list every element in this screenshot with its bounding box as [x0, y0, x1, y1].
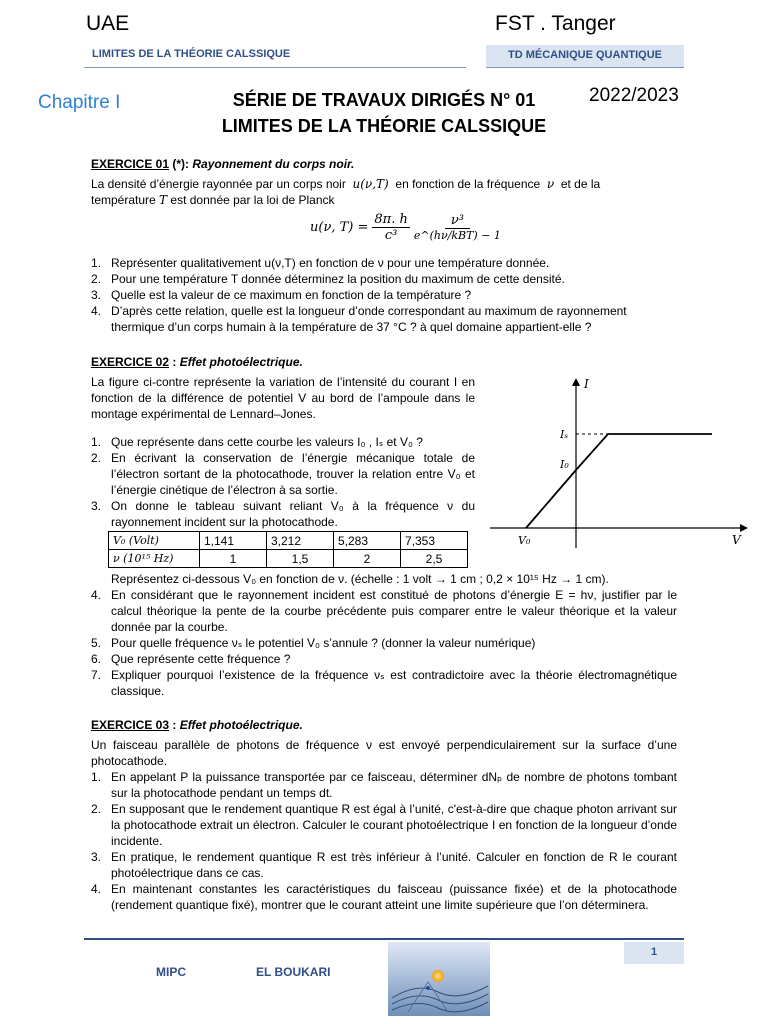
table-cell: 2 — [334, 550, 401, 568]
exercise-2-sep: : — [169, 355, 180, 369]
formula-num-1: 8π. h — [374, 212, 408, 227]
exercise-3 — [91, 717, 677, 913]
list-item: 3. On donne le tableau suivant reliant V₀ à la fréquence ν du rayonnement incident sur la photocathode. — [91, 499, 475, 529]
item-text: Quelle est la valeur de ce maximum en fonction de la température ? — [111, 288, 472, 302]
table-header-v0: V₀ (Volt) — [109, 532, 200, 550]
table-cell: 1,5 — [267, 550, 334, 568]
page-number-box — [624, 942, 684, 964]
exercise-2-continued — [91, 571, 677, 699]
table-cell: 7,353 — [401, 532, 468, 550]
page-title: SÉRIE DE TRAVAUX DIRIGÉS N° 01 — [232, 90, 536, 110]
v0-label: V₀ — [518, 534, 531, 547]
exercise-3-sep: : — [169, 718, 180, 732]
formula-fraction-1 — [372, 212, 409, 243]
list-item: 2. En supposant que le rendement quantique R est égal à l’unité, c'est-à-dire que chaque photon arrivant sur la photocathode extrait un électron. Calculer le courant photoélectrique I en fonction de la longueur d’onde incidente. — [91, 802, 677, 848]
table-cell: 1 — [200, 550, 267, 568]
formula-num-2: ν³ — [445, 213, 470, 229]
exercise-2-label: EXERCICE 02 — [91, 355, 170, 369]
exercise-3-intro: Un faisceau parallèle de photons de fréquence ν est envoyé perpendiculairement sur la surface d’une photocathode. — [91, 738, 677, 768]
item-text: En supposant que le rendement quantique R est égal à l’unité, c'est-à-dire que chaque photon arrivant sur la photocathode extrait un électron. Calculer le courant photoélectrique I en fonction de la longueur d’onde incidente. — [111, 802, 677, 848]
list-item: 2. En écrivant la conservation de l’énergie mécanique totale de l’électron sortant de la photocathode, trouver la relation entre V₀ et l’énergie cinétique de l’électron à sa sortie. — [91, 451, 475, 497]
v0-frequency-table — [108, 531, 468, 568]
footer-program: MIPC — [156, 965, 186, 979]
item-text: Représenter qualitativement u(ν,T) en fonction de ν pour une température donnée. — [111, 256, 550, 270]
header-right-band — [486, 45, 684, 68]
formula-den-2: e^(hν/kBT) − 1 — [413, 229, 501, 242]
exercise-1-label: EXERCICE 01 — [91, 157, 170, 171]
intro-text-b: en fonction de la fréquence — [395, 177, 541, 191]
intro-T: T — [159, 193, 168, 207]
item-text: En considérant que le rayonnement incident est constitué de photons d’énergie E = hν, justifier par le calcul théorique la pente de la courbe précédente puis comparer entre le valeur théorique et la valeur donnée par la courbe. — [111, 588, 677, 634]
table-cell: 5,283 — [334, 532, 401, 550]
is-label: Iₛ — [560, 428, 569, 441]
x-axis-arrow-icon — [740, 524, 748, 532]
footer-divider — [84, 938, 684, 940]
list-item: 5. Pour quelle fréquence νₛ le potentiel V₀ s’annule ? (donner la valeur numérique) — [91, 636, 536, 650]
page-number: 1 — [650, 946, 658, 958]
list-item: 1. En appelant P la puissance transportée par ce faisceau, déterminer dNₚ de nombre de photons tombant sur la photocathode pendant un temps dt. — [91, 770, 677, 800]
item-text: En pratique, le rendement quantique R est très inférieur à l’unité. Calculer en fonction de R le courant photoélectrique dans ce cas. — [111, 850, 677, 880]
intro-text-d: température — [91, 193, 156, 207]
item-text: En écrivant la conservation de l’énergie mécanique totale de l’électron sortant de la photocathode, trouver la relation entre V₀ et l’énergie cinétique de l’électron à sa sortie. — [111, 451, 475, 497]
exercise-1-heading — [91, 156, 677, 172]
header-left-text: LIMITES DE LA THÉORIE CALSSIQUE — [92, 48, 291, 60]
exercise-3-list — [91, 769, 677, 913]
table-row — [109, 550, 468, 568]
list-item: 4. En maintenant constantes les caractéristiques du faisceau (puissance fixée) et de la photocathode (rendement quantique fixé), montrer que le courant atteint une limite supérieure que l’on déterminera. — [91, 882, 677, 912]
table-row — [109, 532, 468, 550]
exercise-2-list-2 — [91, 587, 677, 699]
item-text: Pour quelle fréquence νₛ le potentiel V₀ s’annule ? (donner la valeur numérique) — [111, 636, 536, 650]
faculty-name: FST . Tanger — [495, 12, 616, 35]
planck-formula — [310, 212, 501, 243]
exercise-2-list — [91, 434, 475, 530]
exercise-2-heading — [91, 354, 475, 370]
page-subtitle: LIMITES DE LA THÉORIE CALSSIQUE — [221, 116, 547, 136]
exercise-1-topic: Rayonnement du corps noir. — [192, 157, 355, 171]
item-text: En appelant P la puissance transportée par ce faisceau, déterminer dNₚ de nombre de photons tombant sur la photocathode pendant un temps dt. — [111, 770, 677, 800]
axis-y-label: I — [584, 377, 589, 391]
intro-text-a: La densité d’énergie rayonnée par un corps noir — [91, 177, 346, 191]
list-item: 7. Expliquer pourquoi l’existence de la fréquence νₛ est contradictoire avec la théorie électromagnétique classique. — [91, 668, 677, 698]
list-item: 3. En pratique, le rendement quantique R est très inférieur à l’unité. Calculer en fonction de R le courant photoélectrique dans ce cas. — [91, 850, 677, 880]
university-name: UAE — [86, 12, 130, 35]
item-text: Pour une température T donnée déterminez la position du maximum de cette densité. — [111, 272, 565, 286]
formula-lhs: u(ν, T) = — [310, 220, 369, 235]
exercise-2-intro: La figure ci-contre représente la variation de l’intensité du courant I en fonction de la différence de potentiel V au bord de l’ampoule dans le montage expérimental de Lennard–Jones. — [91, 375, 475, 421]
current-curve — [526, 434, 712, 528]
table-header-nu: ν (10¹⁵ Hz) — [109, 550, 200, 568]
chapter-label: Chapitre I — [38, 92, 121, 113]
list-item: 2. Pour une température T donnée déterminez la position du maximum de cette densité. — [91, 272, 565, 286]
formula-fraction-2 — [414, 213, 501, 242]
intro-text-e: est donnée par la loi de Planck — [170, 193, 335, 207]
axis-x-label: V — [732, 533, 741, 547]
exercise-3-label: EXERCICE 03 — [91, 718, 170, 732]
header-right-text: TD MÉCANIQUE QUANTIQUE — [508, 49, 662, 61]
item-text: Que représente dans cette courbe les valeurs I₀ , Iₛ et V₀ ? — [111, 435, 423, 449]
list-item: 6. Que représente cette fréquence ? — [91, 652, 291, 666]
header-left-band — [84, 45, 466, 68]
exercise-2-topic: Effet photoélectrique. — [179, 355, 303, 369]
exercise-1-star: (*): — [169, 157, 193, 171]
list-item: 3. Quelle est la valeur de ce maximum en fonction de la température ? — [91, 288, 472, 302]
i0-label: I₀ — [560, 458, 569, 471]
list-item: 4. En considérant que le rayonnement incident est constitué de photons d’énergie E = hν, justifier par le calcul théorique la pente de la courbe précédente puis comparer entre le valeur théorique et la valeur donnée par la courbe. — [91, 588, 677, 634]
exercise-3-topic: Effet photoélectrique. — [179, 718, 303, 732]
item-text: Que représente cette fréquence ? — [111, 652, 291, 666]
exercise-1-list — [91, 255, 677, 335]
academic-year: 2022/2023 — [589, 85, 679, 106]
table-cell: 2,5 — [401, 550, 468, 568]
y-axis-arrow-icon — [572, 378, 580, 386]
list-item: 1. Représenter qualitativement u(ν,T) en fonction de ν pour une température donnée. — [91, 256, 550, 270]
exercise-2 — [91, 354, 475, 530]
footer-author: EL BOUKARI — [256, 965, 331, 979]
exercise-3-heading — [91, 717, 677, 733]
item-text: On donne le tableau suivant reliant V₀ à la fréquence ν du rayonnement incident sur la photocathode. — [111, 499, 475, 529]
intro-nu: ν — [546, 177, 555, 191]
table-cell: 3,212 — [267, 532, 334, 550]
exercise-1-intro — [91, 176, 677, 208]
after-table-text: Représentez ci-dessous V₀ en fonction de ν. (échelle : 1 volt → 1 cm ; 0,2 × 10¹⁵ Hz → 1 cm). — [111, 572, 609, 586]
item-text: En maintenant constantes les caractéristiques du faisceau (puissance fixée) et de la photocathode (rendement quantique fixé), montrer que le courant atteint une limite supérieure que l’on déterminera. — [111, 882, 677, 912]
quantum-wave-logo — [388, 942, 490, 1016]
formula-den-1: c³ — [384, 228, 398, 243]
photoelectric-graph — [484, 372, 754, 552]
intro-text-c: et de la — [560, 177, 601, 191]
item-text: D’après cette relation, quelle est la longueur d’onde correspondant au maximum de rayonnement thermique d’un corps humain à la température de 37 °C ? à quel domaine appartient-elle ? — [111, 304, 627, 334]
intro-func: u(ν,T) — [352, 177, 389, 191]
exercise-1 — [91, 156, 677, 208]
list-item: 1. Que représente dans cette courbe les valeurs I₀ , Iₛ et V₀ ? — [91, 435, 423, 449]
list-item: 4. D’après cette relation, quelle est la longueur d’onde correspondant au maximum de rayonnement thermique d’un corps humain à la température de 37 °C ? à quel domaine appartient-elle ? — [91, 304, 627, 334]
item-text: Expliquer pourquoi l’existence de la fréquence νₛ est contradictoire avec la théorie électromagnétique classique. — [111, 668, 677, 698]
table-cell: 1,141 — [200, 532, 267, 550]
